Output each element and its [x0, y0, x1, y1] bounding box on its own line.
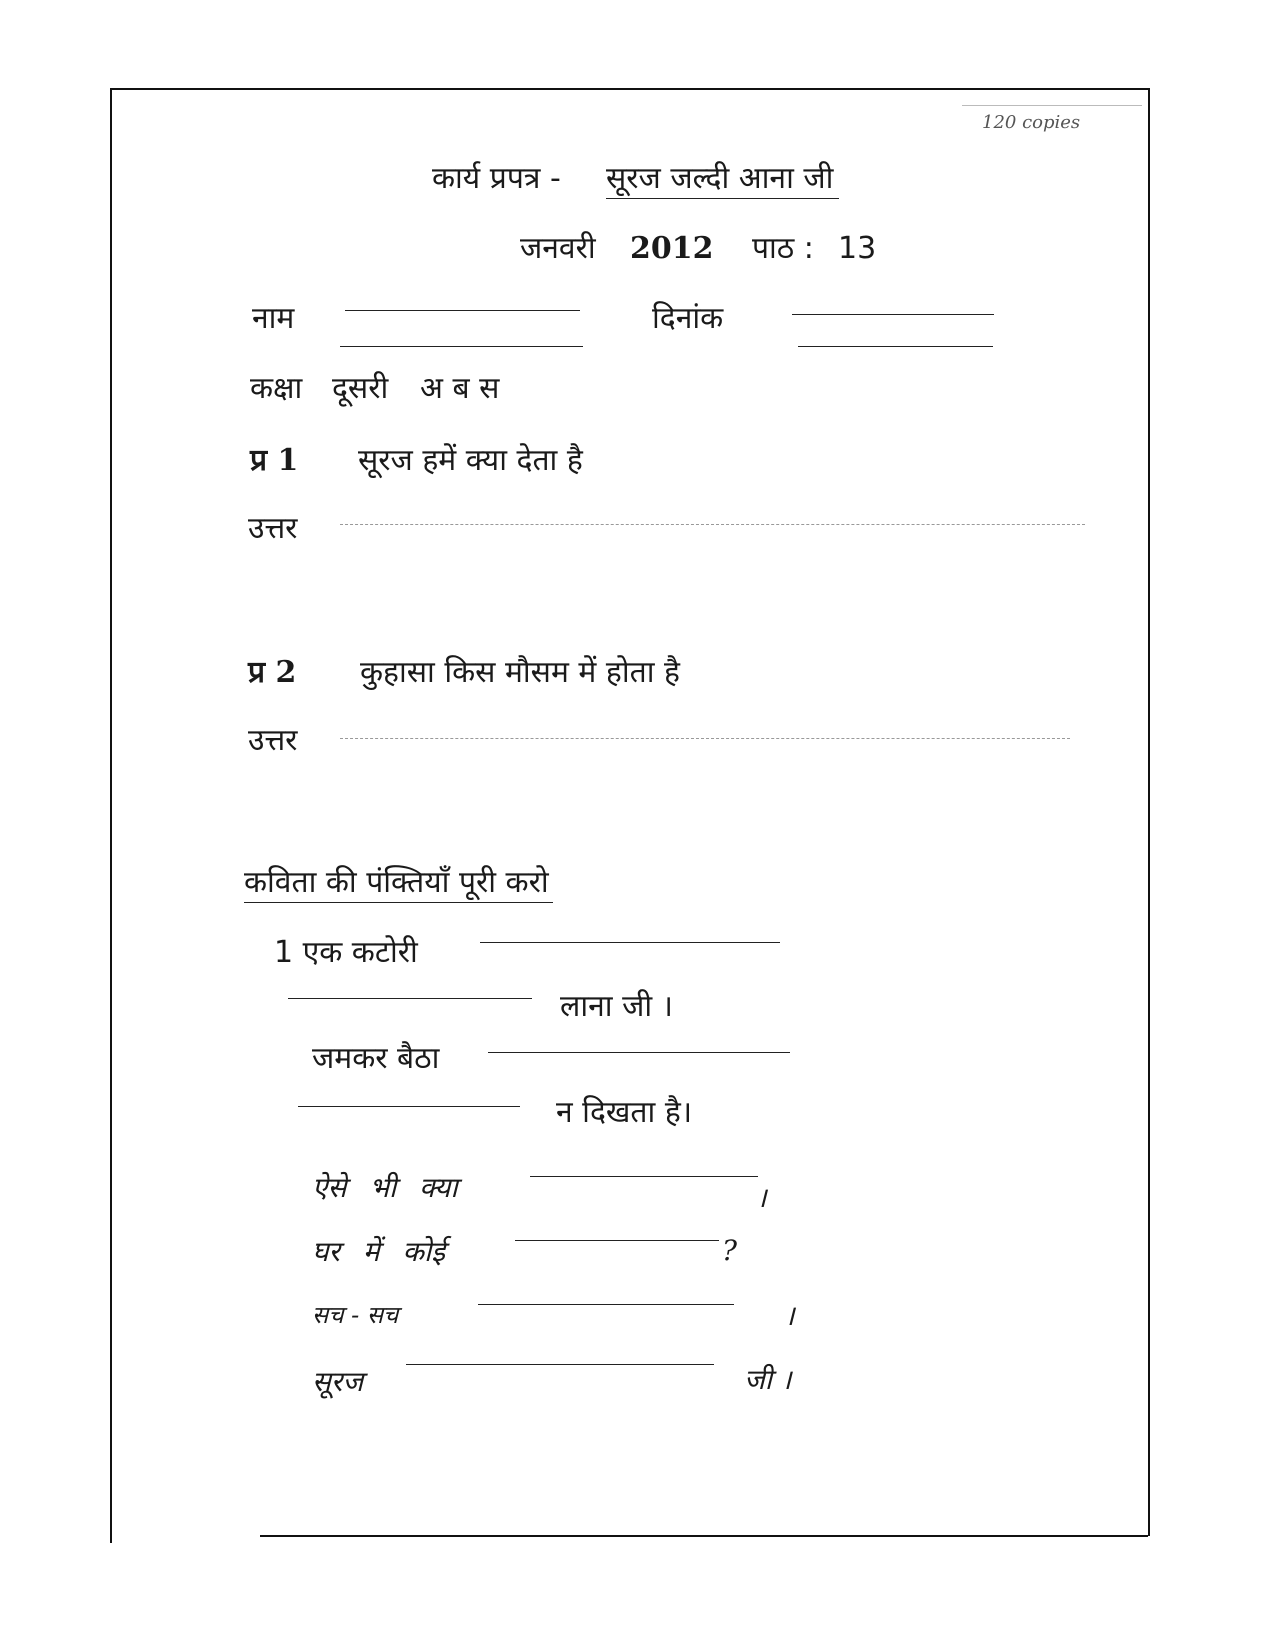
name-label: नाम [252, 301, 295, 336]
question-2-text: कुहासा किस मौसम में होता है [360, 655, 680, 690]
class-label: कक्षा [250, 371, 303, 406]
date-label: दिनांक [652, 301, 724, 336]
year-label: 2012 [630, 231, 714, 266]
poem-heading: कविता की पंक्तियाँ पूरी करो [244, 868, 553, 903]
poem-line-6-blank[interactable] [515, 1240, 719, 1241]
question-1-text: सूरज हमें क्या देता है [358, 443, 583, 478]
poem-line-2-blank[interactable] [288, 998, 532, 999]
class-value: दूसरी [332, 371, 389, 406]
poem-line-8-start: सूरज [312, 1365, 364, 1398]
poem-line-7-blank[interactable] [478, 1304, 734, 1305]
corner-note-rule [962, 105, 1142, 106]
question-2-number: प्र 2 [248, 655, 297, 690]
class-sections: अ ब स [420, 371, 500, 406]
poem-line-5-blank[interactable] [530, 1176, 758, 1177]
poem-line-2-end: लाना जी । [560, 989, 674, 1024]
answer-2-line[interactable] [340, 738, 1070, 739]
poem-line-6-end: ? [722, 1234, 738, 1267]
poem-line-8-blank[interactable] [406, 1364, 714, 1365]
answer-1-line[interactable] [340, 524, 1085, 525]
name-line-1[interactable] [345, 310, 580, 311]
lesson-number: 13 [838, 231, 877, 266]
month-label: जनवरी [520, 231, 596, 266]
worksheet-title: सूरज जल्दी आना जी [606, 164, 839, 199]
page-border-bottom [260, 1535, 1148, 1537]
corner-note: 120 copies [982, 112, 1081, 133]
poem-line-1-blank[interactable] [480, 942, 780, 943]
poem-line-5-end: । [756, 1181, 767, 1214]
page-border-right [1148, 88, 1150, 1536]
answer-1-label: उत्तर [248, 511, 298, 546]
answer-2-label: उत्तर [248, 723, 298, 758]
poem-line-1-start: 1 एक कटोरी [274, 935, 418, 970]
name-line-2[interactable] [340, 346, 583, 347]
poem-line-6-start: घर में कोई [312, 1235, 446, 1268]
date-line-2[interactable] [798, 346, 993, 347]
page-border-top [110, 88, 1148, 90]
page-border-left [110, 88, 112, 1543]
poem-line-7-start: सच - सच [312, 1301, 399, 1329]
worksheet-title-prefix: कार्य प्रपत्र - [432, 161, 561, 196]
poem-line-8-end: जी । [744, 1363, 792, 1396]
poem-line-7-end: । [784, 1299, 795, 1332]
poem-line-5-start: ऐसे भी क्या [312, 1171, 458, 1204]
lesson-label: पाठ : [752, 231, 814, 266]
poem-line-4-end: न दिखता है। [556, 1095, 693, 1130]
poem-line-3-blank[interactable] [488, 1052, 790, 1053]
date-line-1[interactable] [792, 314, 994, 315]
poem-line-4-blank[interactable] [298, 1106, 520, 1107]
question-1-number: प्र 1 [250, 443, 299, 478]
poem-line-3-start: जमकर बैठा [312, 1041, 440, 1076]
